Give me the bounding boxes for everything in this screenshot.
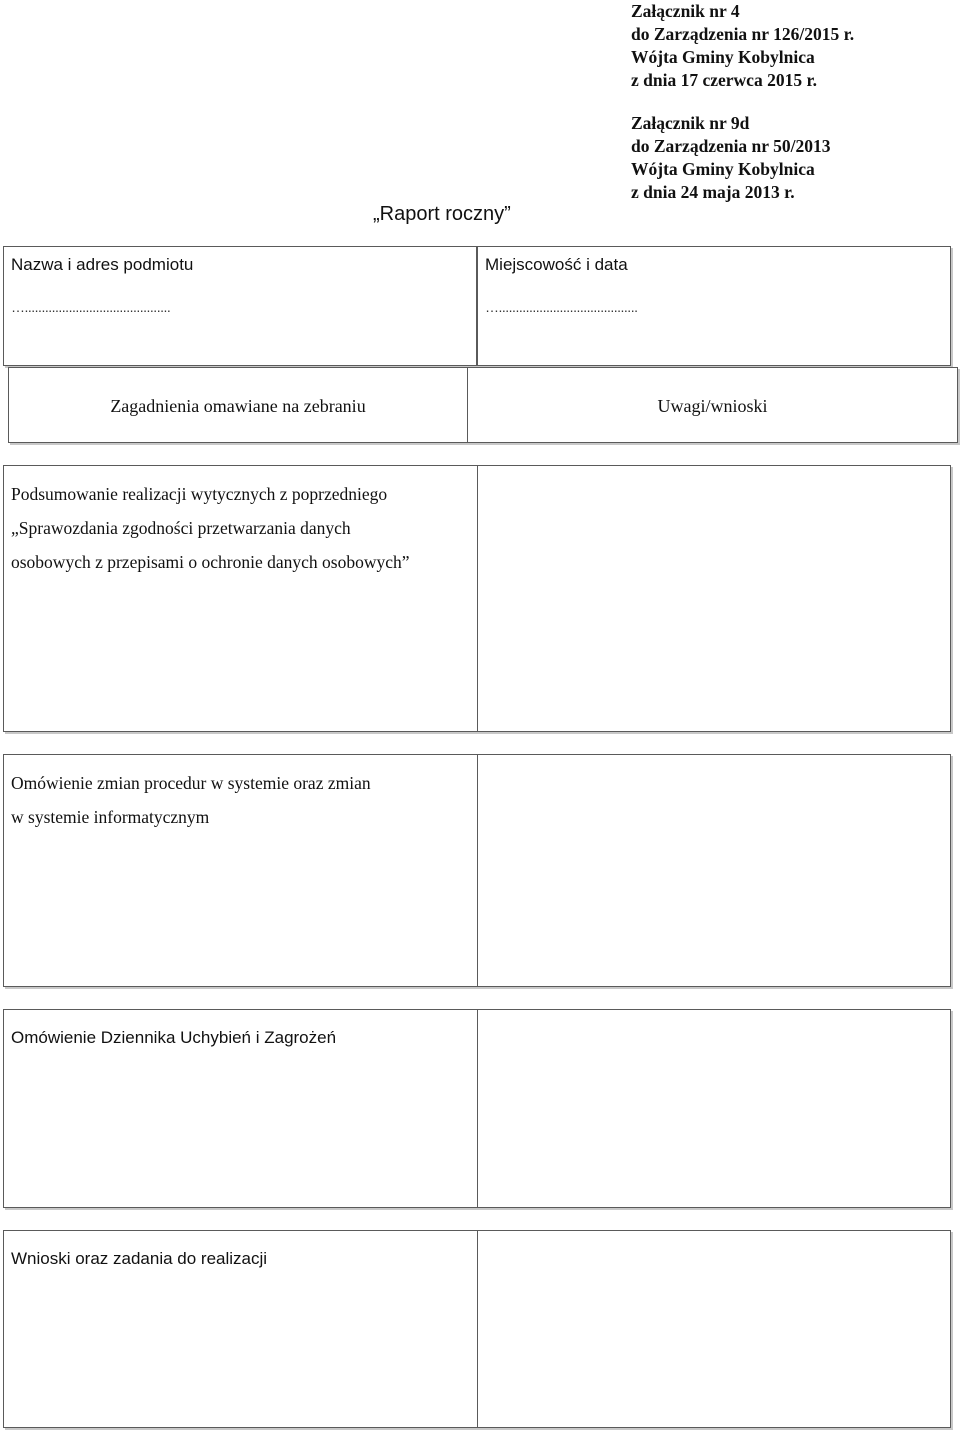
entity-name-field[interactable]	[3, 246, 477, 366]
annex-previous	[631, 112, 830, 204]
topic-conclusions-text	[11, 1242, 267, 1276]
topics-header: Zagadnienia omawiane na zebraniu	[110, 396, 366, 416]
annex-current-line: Wójta Gminy Kobylnica	[631, 47, 815, 67]
topic-line: Podsumowanie realizacji wytycznych z poprzedniego	[11, 484, 388, 504]
place-date-label: Miejscowość i data	[485, 255, 628, 274]
remarks-cell-conclusions[interactable]	[477, 1230, 951, 1428]
topic-line: osobowych z przepisami o ochronie danych osobowych”	[11, 552, 410, 572]
topic-line: „Sprawozdania zgodności przetwarzania danych	[11, 518, 351, 538]
annex-previous-line: Wójta Gminy Kobylnica	[631, 159, 815, 179]
remarks-cell-summary[interactable]	[477, 465, 951, 732]
topic-journal-text	[11, 1021, 336, 1055]
remarks-header-cell	[467, 367, 958, 443]
place-date-field[interactable]	[477, 246, 951, 366]
entity-name-placeholder: …...........................................	[11, 299, 171, 315]
entity-name-label: Nazwa i adres podmiotu	[11, 255, 194, 274]
place-date-placeholder: ….........................................	[485, 299, 638, 315]
remarks-cell-procedures[interactable]	[477, 754, 951, 987]
topic-cell-journal	[3, 1009, 478, 1208]
annex-current-line: do Zarządzenia nr 126/2015 r.	[631, 24, 855, 44]
annex-previous-line: Załącznik nr 9d	[631, 113, 750, 133]
topic-cell-summary	[3, 465, 478, 732]
topic-line: Wnioski oraz zadania do realizacji	[11, 1249, 268, 1268]
annex-previous-line: z dnia 24 maja 2013 r.	[631, 182, 795, 202]
remarks-cell-journal[interactable]	[477, 1009, 951, 1208]
report-title: „Raport roczny”	[373, 203, 511, 225]
topic-line: Omówienie Dziennika Uchybień i Zagrożeń	[11, 1028, 337, 1047]
topic-cell-procedures	[3, 754, 478, 987]
topics-header-cell	[8, 367, 468, 443]
annex-current-line: z dnia 17 czerwca 2015 r.	[631, 70, 817, 90]
remarks-header: Uwagi/wnioski	[657, 396, 768, 416]
topic-line: w systemie informatycznym	[11, 807, 210, 827]
annex-current	[631, 0, 854, 92]
topic-procedures-text	[11, 766, 371, 834]
topic-summary-text	[11, 477, 410, 579]
topic-line: Omówienie zmian procedur w systemie oraz zmian	[11, 773, 371, 793]
annex-previous-line: do Zarządzenia nr 50/2013	[631, 136, 831, 156]
annex-current-line: Załącznik nr 4	[631, 1, 740, 21]
topic-cell-conclusions	[3, 1230, 478, 1428]
